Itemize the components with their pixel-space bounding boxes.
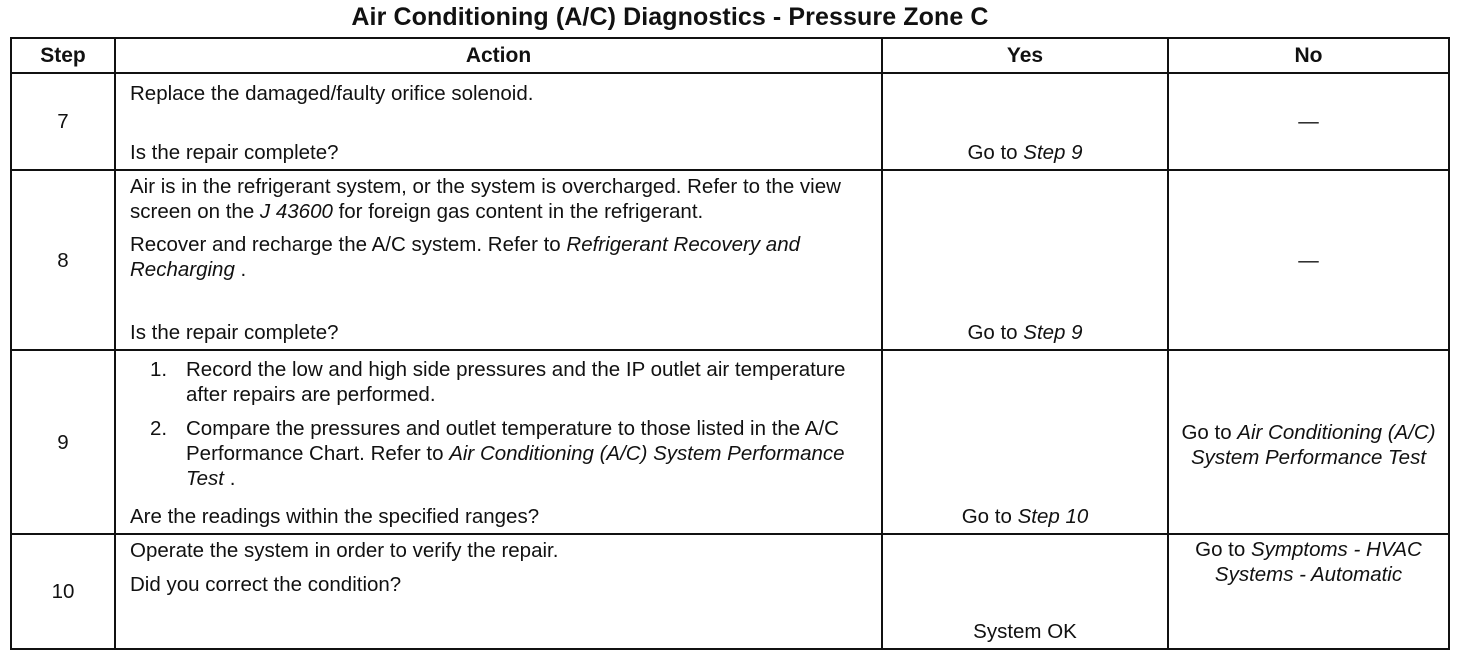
action-text: Replace the damaged/faulty orifice solenoid. [130,82,534,105]
page-title: Air Conditioning (A/C) Diagnostics - Pressure Zone C [351,3,989,31]
header-yes: Yes [882,38,1168,73]
yes-cell [882,170,1168,350]
yes-link[interactable]: Step 9 [1023,141,1083,164]
list-text: . [224,467,236,490]
table-row [11,534,1449,649]
action-question: Is the repair complete? [130,141,339,164]
yes-text: System OK [973,620,1077,643]
header-row [11,38,1449,73]
yes-link[interactable]: Step 10 [1017,505,1089,528]
no-prefix: Go to [1195,538,1251,561]
action-text [116,171,881,224]
action-text-part: for foreign gas content in the refrigerant. [332,200,704,223]
yes-cell [882,73,1168,170]
action-text [116,224,881,282]
table-row [11,350,1449,534]
yes-link[interactable]: Step 9 [1023,321,1083,344]
no-cell [1168,534,1449,649]
procedure-link[interactable]: Air Conditioning (A/C) System Performance Test [186,442,845,490]
diagnostic-table [10,37,1450,650]
yes-prefix: Go to [961,505,1018,528]
yes-prefix: Go to [967,321,1024,344]
no-cell [1168,170,1449,350]
header-step: Step [11,38,115,73]
action-question: Are the readings within the specified ranges? [130,505,540,528]
list-item [116,357,881,407]
action-cell [115,534,882,649]
table-row [11,73,1449,170]
action-text-part: Recover and recharge the A/C system. Refer to [130,233,567,256]
yes-prefix: Go to [967,141,1024,164]
yes-cell [882,350,1168,534]
no-dash: — [1298,110,1319,133]
no-cell [1168,73,1449,170]
step-number: 7 [11,73,115,170]
action-cell [115,73,882,170]
action-text-part: Air is in the refrigerant system, or the system is overcharged. Refer to the view screen on the [130,175,841,223]
action-text-part: . [234,258,247,281]
tool-reference: J 43600 [259,200,333,223]
action-question: Did you correct the condition? [130,573,402,596]
step-number: 9 [11,350,115,534]
list-text: Compare the pressures and outlet temperature to those listed in the A/C Performance Chart. Refer to [186,417,839,465]
numbered-list [116,351,881,491]
action-text: Operate the system in order to verify the repair. [130,539,559,562]
list-item [116,407,881,491]
no-link[interactable]: Air Conditioning (A/C) System Performance Test [1190,421,1436,469]
action-cell [115,170,882,350]
header-no: No [1168,38,1449,73]
step-number: 8 [11,170,115,350]
no-prefix: Go to [1181,421,1238,444]
action-cell [115,350,882,534]
list-number: 1. [150,358,168,381]
table-row [11,170,1449,350]
no-link[interactable]: Symptoms - HVAC Systems - Automatic [1214,538,1422,586]
yes-cell [882,534,1168,649]
procedure-link[interactable]: Refrigerant Recovery and Recharging [130,233,800,281]
no-cell [1168,350,1449,534]
list-number: 2. [150,417,168,440]
list-text: Record the low and high side pressures and the IP outlet air temperature after repairs are performed. [186,358,846,406]
step-number: 10 [11,534,115,649]
no-dash: — [1298,248,1319,272]
action-question: Is the repair complete? [130,321,339,344]
header-action: Action [115,38,882,73]
